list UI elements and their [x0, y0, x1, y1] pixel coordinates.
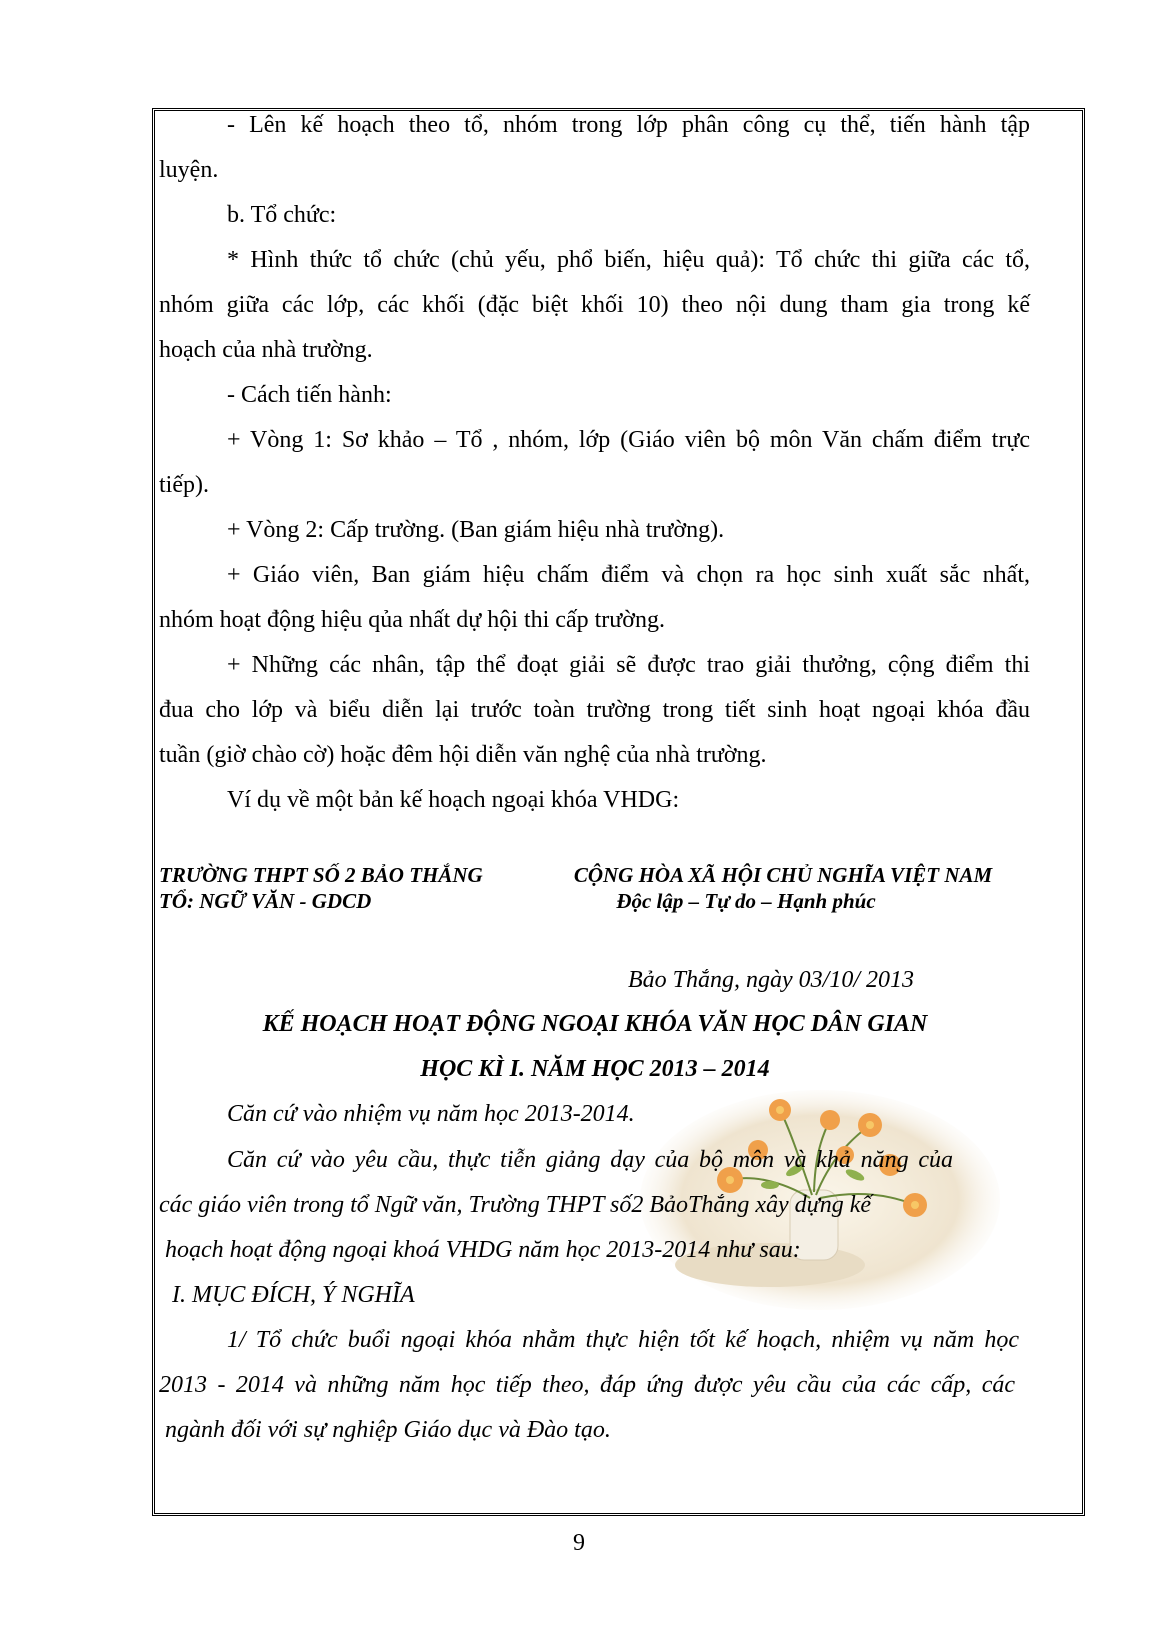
paragraph-line: tuần (giờ chào cờ) hoặc đêm hội diễn văn nghệ của nhà trường.: [159, 742, 767, 768]
paragraph-line: - Cách tiến hành:: [227, 382, 392, 408]
paragraph-line: nhóm giữa các lớp, các khối (đặc biệt khối 10) theo nội dung tham gia trong kế: [159, 292, 1030, 318]
paragraph-line: 1/ Tổ chức buổi ngoại khóa nhằm thực hiện tốt kế hoạch, nhiệm vụ năm học: [227, 1327, 1019, 1353]
paragraph-line: nhóm hoạt động hiệu qủa nhất dự hội thi cấp trường.: [159, 607, 665, 633]
paragraph-line: + Những các nhân, tập thể đoạt giải sẽ được trao giải thưởng, cộng điểm thi: [227, 652, 1030, 678]
section-heading: I. MỤC ĐÍCH, Ý NGHĨA: [172, 1282, 415, 1308]
paragraph-line: ngành đối với sự nghiệp Giáo dục và Đào tạo.: [165, 1417, 611, 1443]
paragraph-line: b. Tổ chức:: [227, 202, 337, 228]
paragraph-line: Căn cứ vào nhiệm vụ năm học 2013-2014.: [227, 1101, 635, 1127]
paragraph-line: đua cho lớp và biểu diễn lại trước toàn trường trong tiết sinh hoạt ngoại khóa đầu: [159, 697, 1030, 723]
plan-title: KẾ HOẠCH HOẠT ĐỘNG NGOẠI KHÓA VĂN HỌC DÂN GIAN: [262, 1011, 928, 1037]
paragraph-line: 2013 - 2014 và những năm học tiếp theo, đáp ứng được yêu cầu của các cấp, các: [159, 1372, 1015, 1398]
paragraph-line: - Lên kế hoạch theo tổ, nhóm trong lớp phân công cụ thể, tiến hành tập: [227, 112, 1030, 138]
paragraph-line: hoạch hoạt động ngoại khoá VHDG năm học 2013-2014 như sau:: [165, 1237, 801, 1263]
page-number: 9: [573, 1530, 585, 1556]
national-motto: Độc lập – Tự do – Hạnh phúc: [616, 889, 876, 913]
paragraph-line: Căn cứ vào yêu cầu, thực tiễn giảng dạy của bộ môn và khả năng của: [227, 1147, 953, 1173]
paragraph-line: + Vòng 1: Sơ khảo – Tổ , nhóm, lớp (Giáo viên bộ môn Văn chấm điểm trực: [227, 427, 1030, 453]
plan-subtitle: HỌC KÌ I. NĂM HỌC 2013 – 2014: [420, 1056, 770, 1082]
school-name: TRƯỜNG THPT SỐ 2 BẢO THẮNG: [159, 863, 483, 887]
republic-name: CỘNG HÒA XÃ HỘI CHỦ NGHĨA VIỆT NAM: [573, 863, 993, 887]
paragraph-line: luyện.: [159, 157, 219, 183]
paragraph-line: tiếp).: [159, 472, 209, 498]
paragraph-line: * Hình thức tổ chức (chủ yếu, phổ biến, hiệu quả): Tổ chức thi giữa các tổ,: [227, 247, 1030, 273]
paragraph-line: các giáo viên trong tổ Ngữ văn, Trường THPT số2 BảoThắng xây dựng kế: [159, 1192, 872, 1218]
paragraph-line: Ví dụ về một bản kế hoạch ngoại khóa VHDG:: [227, 787, 680, 813]
department-name: TỔ: NGỮ VĂN - GDCD: [159, 889, 372, 913]
paragraph-line: + Vòng 2: Cấp trường. (Ban giám hiệu nhà trường).: [227, 517, 725, 543]
paragraph-line: + Giáo viên, Ban giám hiệu chấm điểm và chọn ra học sinh xuất sắc nhất,: [227, 562, 1030, 588]
paragraph-line: hoạch của nhà trường.: [159, 337, 373, 363]
plan-date: Bảo Thắng, ngày 03/10/ 2013: [628, 967, 914, 993]
